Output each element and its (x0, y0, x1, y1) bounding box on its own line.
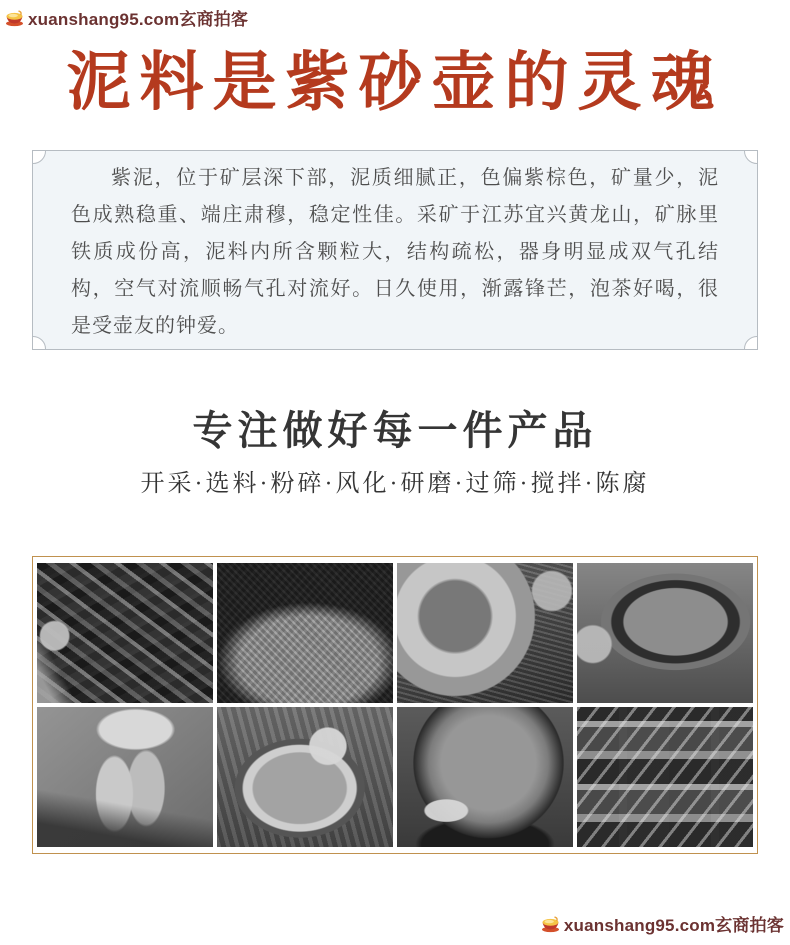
corner-notch-top-right (744, 150, 758, 164)
watermark-text: xuanshang95.com玄商拍客 (28, 10, 249, 29)
clay-mound-photo (397, 707, 573, 847)
teacup-icon (4, 8, 25, 27)
sieving-photo (577, 563, 753, 703)
ore-picking-photo (37, 563, 213, 703)
process-title: 专注做好每一件产品 (192, 408, 598, 453)
hand-mixing-basin-photo (217, 707, 393, 847)
watermark-bottom (540, 911, 784, 936)
watermark-text: xuanshang95.com玄商拍客 (563, 916, 784, 935)
teacup-icon (540, 914, 561, 933)
process-subtitle: 开采·选料·粉碎·风化·研磨·过筛·搅拌·陈腐 (140, 471, 650, 497)
wrapped-clay-bricks-photo (577, 707, 753, 847)
clay-dust-fingers-photo (37, 707, 213, 847)
crushed-ore-pile-photo (217, 563, 393, 703)
watermark-top (4, 5, 248, 30)
corner-notch-bottom-left (32, 336, 46, 350)
corner-notch-bottom-right (744, 336, 758, 350)
intro-paragraph: 紫泥，位于矿层深下部，泥质细腻正，色偏紫棕色，矿量少，泥色成熟稳重、端庄肃穆，稳定性佳。采矿于江苏宜兴黄龙山，矿脉里铁质成份高，泥料内所含颗粒大，结构疏松，器身明显成双气孔结构，空气对流顺畅气孔对流好。日久使用，渐露锋芒，泡茶好喝，很是受壶友的钟爱。 (71, 167, 719, 337)
corner-notch-top-left (32, 150, 46, 164)
process-photo-grid (32, 556, 758, 854)
intro-box (32, 150, 758, 350)
grindstone-photo (397, 563, 573, 703)
hero-title: 泥料是紫砂壶的灵魂 (66, 47, 724, 118)
